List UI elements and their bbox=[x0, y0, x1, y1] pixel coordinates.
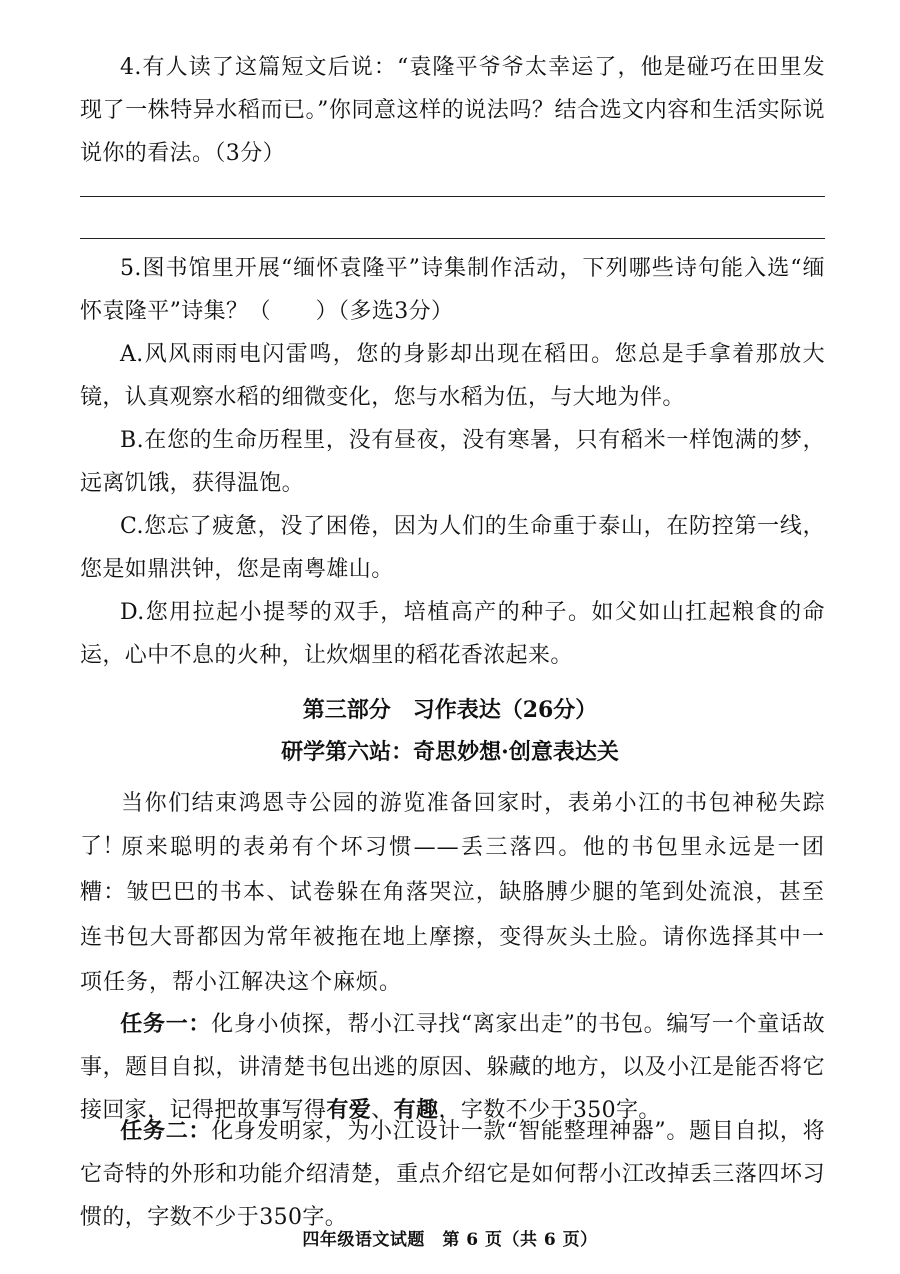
option-c-text: C.您忘了疲惫，没了困倦，因为人们的生命重于泰山，在防控第一线，您是如鼎洪钟，您是南粤雄山。 bbox=[80, 514, 825, 582]
question-4-text: 4.有人读了这篇短文后说：“袁隆平爷爷太幸运了，他是碰巧在田里发现了一株特异水稻而已。”你同意这样的说法吗？结合选文内容和生活实际说说你的看法。（3分） bbox=[80, 55, 825, 166]
task-one-body: 化身小侦探，帮小江寻找“离家出走”的书包。编写一个童话故事，题目自拟，讲清楚书包出逃的原因、躲藏的地方，以及小江是能否将它接回家，记得把故事写得 bbox=[80, 1012, 825, 1123]
question-5 bbox=[80, 247, 825, 333]
task-one-emphasis-love: 有爱 bbox=[326, 1097, 372, 1123]
question-5-stem: 5.图书馆里开展“缅怀袁隆平”诗集制作活动，下列哪些诗句能入选“缅怀袁隆平”诗集？（ ）（多选3分） bbox=[80, 256, 825, 324]
task-one-separator: 、 bbox=[371, 1098, 394, 1123]
task-one-label: 任务一： bbox=[120, 1011, 212, 1037]
task-one-emphasis-fun: 有趣 bbox=[393, 1097, 439, 1123]
answer-line-2 bbox=[80, 238, 825, 239]
option-c bbox=[80, 505, 825, 591]
prompt-story-text: 原来聪明的表弟有个坏习惯——丢三落四。他的书包里永远是一团糟：皱巴巴的书本、试卷躲在角落哭泣，缺胳膊少腿的笔到处流浪，甚至连书包大哥都因为常年被拖在地上摩擦，变得灰头土脸。请你选择其中一项任务，帮小江解决这个麻烦。 bbox=[80, 835, 825, 995]
task-two-label: 任务二： bbox=[120, 1118, 212, 1144]
option-a bbox=[80, 333, 825, 419]
option-b-text: B.在您的生命历程里，没有昼夜，没有寒暑，只有稻米一样饱满的梦，远离饥饿，获得温饱。 bbox=[80, 428, 825, 496]
task-two-body: 化身发明家，为小江设计一款“智能整理神器”。题目自拟，将它奇特的外形和功能介绍清楚，重点介绍它是如何帮小江改掉丢三落四坏习惯的，字数不少于350字。 bbox=[80, 1119, 825, 1230]
option-b bbox=[80, 419, 825, 505]
task-one-body-end: ，字数不少于350字。 bbox=[438, 1098, 661, 1123]
question-4 bbox=[80, 46, 825, 175]
prompt-intro-text: 当你们结束鸿恩寺公园的游览准备回家时，表弟小江的书包神秘失踪了！ bbox=[80, 791, 825, 859]
task-two bbox=[80, 1110, 825, 1239]
option-a-text: A.风风雨雨电闪雷鸣，您的身影却出现在稻田。您总是手拿着那放大镜，认真观察水稻的细微变化，您与水稻为伍，与大地为伴。 bbox=[80, 342, 825, 410]
option-d bbox=[80, 591, 825, 677]
part-three-subtitle: 研学第六站：奇思妙想·创意表达关 bbox=[281, 739, 619, 765]
answer-line-1 bbox=[80, 196, 825, 197]
page-footer: 四年级语文试题 第 6 页（共 6 页） bbox=[302, 1230, 598, 1250]
part-three-title: 第三部分 习作表达（26分） bbox=[302, 697, 598, 723]
prompt-story bbox=[80, 825, 825, 1005]
option-d-text: D.您用拉起小提琴的双手，培植高产的种子。如父如山扛起粮食的命运，心中不息的火种，让炊烟里的稻花香浓起来。 bbox=[80, 600, 825, 668]
